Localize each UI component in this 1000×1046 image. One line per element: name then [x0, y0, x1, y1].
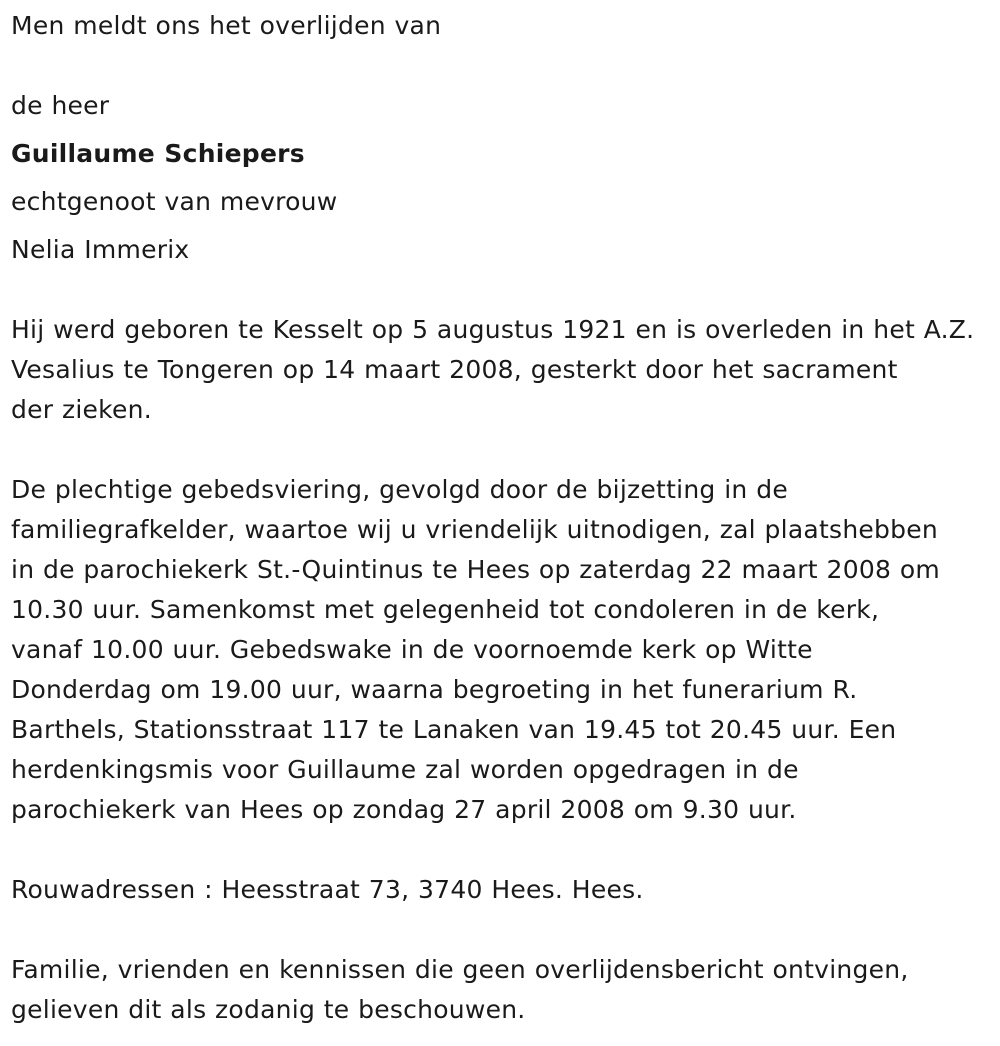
- paragraph-line: De plechtige gebedsviering, gevolgd door de bijzetting in de: [11, 475, 788, 504]
- closing-paragraph: [11, 950, 996, 1030]
- paragraph-line: Barthels, Stationsstraat 117 te Lanaken van 19.45 tot 20.45 uur. Een: [11, 715, 897, 744]
- paragraph-line: der zieken.: [11, 395, 152, 424]
- paragraph-line: vanaf 10.00 uur. Gebedswake in de voornoemde kerk op Witte: [11, 635, 813, 664]
- paragraph-line: Vesalius te Tongeren op 14 maart 2008, gesterkt door het sacrament: [11, 355, 898, 384]
- paragraph-line: Familie, vrienden en kennissen die geen overlijdensbericht ontvingen,: [11, 955, 909, 984]
- deceased-name: Guillaume Schiepers: [11, 139, 305, 168]
- paragraph-line: gelieven dit als zodanig te beschouwen.: [11, 995, 526, 1024]
- paragraph-line: herdenkingsmis voor Guillaume zal worden opgedragen in de: [11, 755, 799, 784]
- spouse-name: Nelia Immerix: [11, 235, 190, 264]
- paragraph-line: Hij werd geboren te Kesselt op 5 augustus 1921 en is overleden in het A.Z.: [11, 315, 975, 344]
- birth-death-paragraph: [11, 310, 996, 430]
- spouse-label: echtgenoot van mevrouw: [11, 187, 338, 216]
- ceremony-paragraph: [11, 470, 996, 830]
- paragraph-line: familiegrafkelder, waartoe wij u vriendelijk uitnodigen, zal plaatshebben: [11, 515, 939, 544]
- paragraph-line: 10.30 uur. Samenkomst met gelegenheid tot condoleren in de kerk,: [11, 595, 880, 624]
- paragraph-line: in de parochiekerk St.-Quintinus te Hees op zaterdag 22 maart 2008 om: [11, 555, 940, 584]
- intro-line: Men meldt ons het overlijden van: [11, 11, 442, 40]
- paragraph-line: parochiekerk van Hees op zondag 27 april 2008 om 9.30 uur.: [11, 795, 797, 824]
- paragraph-line: Donderdag om 19.00 uur, waarna begroeting in het funerarium R.: [11, 675, 858, 704]
- mourning-address: Rouwadressen : Heesstraat 73, 3740 Hees. Hees.: [11, 875, 644, 904]
- title-line: de heer: [11, 91, 110, 120]
